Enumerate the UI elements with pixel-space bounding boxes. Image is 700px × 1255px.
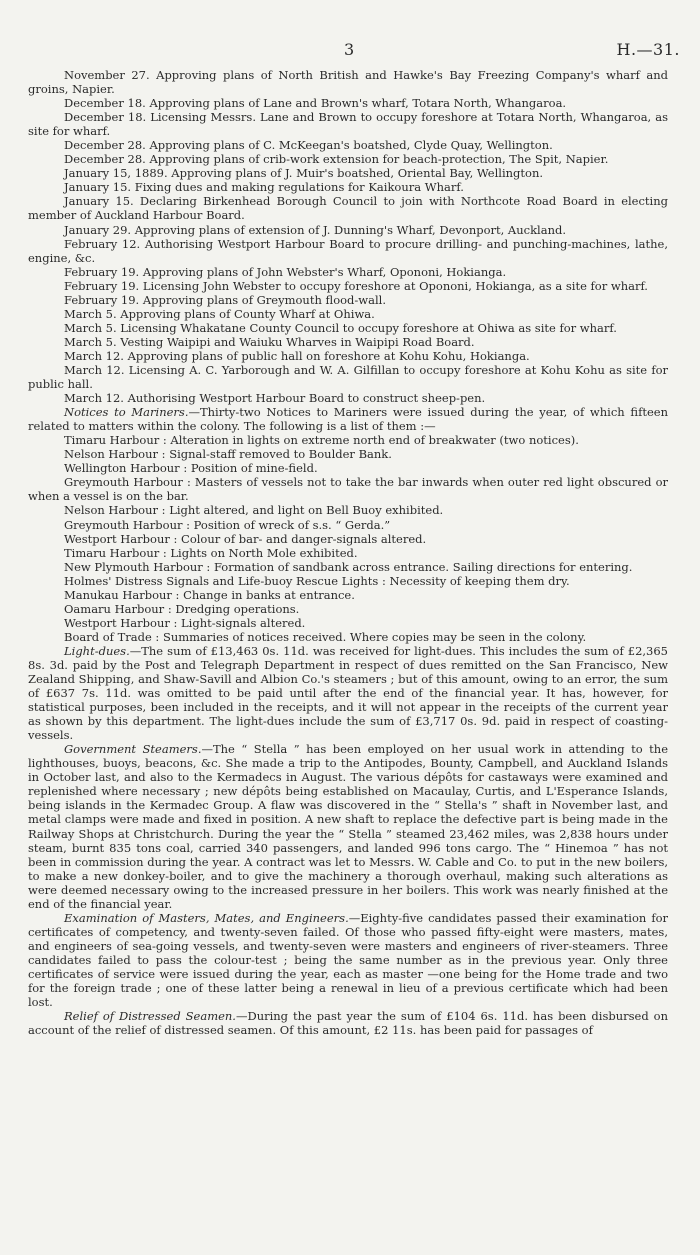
paragraph: [28, 138, 668, 152]
paragraph: [28, 911, 668, 1009]
paragraph: [28, 391, 668, 405]
paragraph-text: March 12. Licensing A. C. Yarborough and W. A. Gilfillan to occupy foreshore at Kohu Kohu as site for public hall.: [28, 362, 668, 392]
paragraph-text: Board of Trade : Summaries of notices received. Where copies may be seen in the colony.: [64, 629, 587, 644]
paragraph-text: January 15. Declaring Birkenhead Borough Council to join with Northcote Road Board in electing member of Auckland Harbour Board.: [28, 194, 668, 223]
paragraph-text: Nelson Harbour : Signal-staff removed to Boulder Bank.: [64, 447, 392, 462]
paragraph: [28, 335, 668, 349]
paragraph-text: February 12. Authorising Westport Harbour Board to procure drilling- and punching-machines, lathe, engine, &c.: [28, 236, 668, 265]
paragraph: [28, 223, 668, 237]
paragraph: [28, 293, 668, 307]
paragraph-text: Manukau Harbour : Change in banks at entrance.: [64, 587, 355, 602]
paragraph-text: January 29. Approving plans of extension of J. Dunning's Wharf, Devonport, Auckland.: [64, 222, 567, 237]
paragraph-text: Wellington Harbour : Position of mine-field.: [64, 461, 318, 476]
paragraph: [28, 630, 668, 644]
paragraph-text: February 19. Licensing John Webster to occupy foreshore at Opononi, Hokianga, as a site for wharf.: [64, 278, 648, 293]
paragraph: [28, 503, 668, 517]
paragraph: [28, 518, 668, 532]
paragraph: [28, 194, 668, 222]
paragraph-text: —Eighty-five candidates passed their examination for certificates of competency, and twenty-seven failed. Of those who passed fifty-eight were masters, mates, and engineers of sea-going vessels, and twenty-seven were masters and engineers of river-steamers. Three candidates failed to pass the colour-test ; being the same number as in the previous year. Only three certificates of service were issued during the year, each as master —one being for the Home trade and two for the foreign trade ; one of these latter being a renewal in lieu of a previous certificate which had been lost.: [28, 910, 668, 1010]
paragraph-text: March 12. Approving plans of public hall on foreshore at Kohu Kohu, Hokianga.: [64, 348, 530, 363]
document-reference: H.—31.: [616, 40, 680, 59]
paragraph-text: March 5. Licensing Whakatane County Council to occupy foreshore at Ohiwa as site for wharf.: [64, 320, 617, 335]
page-header: [0, 40, 700, 64]
paragraph: [28, 461, 668, 475]
paragraph: [28, 321, 668, 335]
paragraph: [28, 532, 668, 546]
page-number: 3: [344, 40, 355, 59]
paragraph: [28, 546, 668, 560]
paragraph-text: November 27. Approving plans of North British and Hawke's Bay Freezing Company's wharf and groins, Napier.: [28, 68, 668, 97]
paragraph: [28, 363, 668, 391]
paragraph: [28, 237, 668, 265]
paragraph: [28, 742, 668, 911]
paragraph-text: —The sum of £13,463 0s. 11d. was received for light-dues. This includes the sum of £2,365 8s. 3d. paid by the Post and Telegraph Department in respect of dues remitted on the San Francisco, New Zealand Shipping, and Shaw-Savill and Albion Co.'s steamers ; but of this amount, owing to an error, the sum of £637 7s. 11d. was omitted to be paid until after the end of the financial year. It has, however, for statistical purposes, been included in the receipts, and it will not appear in the receipts of the current year as shown by this department. The light-dues include the sum of £3,717 0s. 9d. paid in respect of coasting-vessels.: [28, 643, 668, 743]
paragraph-text: February 19. Approving plans of John Webster's Wharf, Opononi, Hokianga.: [64, 264, 507, 279]
paragraph-text: Nelson Harbour : Light altered, and light on Bell Buoy exhibited.: [64, 503, 444, 518]
paragraph: [28, 588, 668, 602]
section-heading: Government Steamers.: [64, 742, 202, 757]
paragraph: [28, 616, 668, 630]
paragraph-text: February 19. Approving plans of Greymouth flood-wall.: [64, 292, 386, 307]
paragraph-text: March 5. Vesting Waipipi and Waiuku Wharves in Waipipi Road Board.: [64, 334, 475, 349]
paragraph-text: December 28. Approving plans of crib-work extension for beach-protection, The Spit, Napier.: [64, 152, 609, 167]
paragraph-text: Timaru Harbour : Lights on North Mole exhibited.: [64, 545, 358, 560]
section-heading: Light-dues.: [64, 643, 130, 658]
paragraph: [28, 1009, 668, 1037]
paragraph: [28, 96, 668, 110]
paragraph: [28, 68, 668, 96]
paragraph-text: March 5. Approving plans of County Wharf at Ohiwa.: [64, 306, 375, 321]
section-heading: Relief of Distressed Seamen.: [64, 1009, 236, 1024]
paragraph: [28, 447, 668, 461]
paragraph: [28, 644, 668, 742]
paragraph: [28, 475, 668, 503]
paragraph-text: —During the past year the sum of £104 6s. 11d. has been disbursed on account of the relief of distressed seamen. Of this amount, £2 11s. has been paid for passages of: [28, 1009, 668, 1038]
section-heading: Notices to Mariners.: [64, 405, 189, 420]
page-body: [28, 68, 668, 1037]
paragraph: [28, 279, 668, 293]
paragraph-text: March 12. Authorising Westport Harbour Board to construct sheep-pen.: [64, 391, 486, 406]
paragraph-text: New Plymouth Harbour : Formation of sandbank across entrance. Sailing directions for entering.: [64, 559, 633, 574]
paragraph-text: January 15, 1889. Approving plans of J. Muir's boatshed, Oriental Bay, Wellington.: [64, 166, 544, 181]
paragraph: [28, 307, 668, 321]
paragraph: [28, 180, 668, 194]
paragraph: [28, 433, 668, 447]
paragraph-text: Westport Harbour : Light-signals altered.: [64, 615, 306, 630]
paragraph: [28, 574, 668, 588]
paragraph: [28, 602, 668, 616]
paragraph-text: —Thirty-two Notices to Mariners were issued during the year, of which fifteen related to matters within the colony. The following is a list of them :—: [28, 405, 668, 434]
paragraph-text: Greymouth Harbour : Position of wreck of s.s. “ Gerda.”: [64, 517, 391, 532]
paragraph-text: Holmes' Distress Signals and Life-buoy Rescue Lights : Necessity of keeping them dry.: [64, 573, 570, 588]
paragraph: [28, 166, 668, 180]
paragraph: [28, 265, 668, 279]
paragraph: [28, 560, 668, 574]
paragraph: [28, 152, 668, 166]
paragraph-text: Oamaru Harbour : Dredging operations.: [64, 601, 300, 616]
paragraph-text: December 18. Approving plans of Lane and Brown's wharf, Totara North, Whangaroa.: [64, 96, 567, 111]
paragraph-text: Timaru Harbour : Alteration in lights on extreme north end of breakwater (two notices).: [64, 433, 579, 448]
paragraph: [28, 349, 668, 363]
paragraph-text: Greymouth Harbour : Masters of vessels not to take the bar inwards when outer red light obscured or when a vessel is on the bar.: [28, 475, 668, 504]
paragraph-text: December 18. Licensing Messrs. Lane and Brown to occupy foreshore at Totara North, Whangaroa, as site for wharf.: [28, 110, 668, 139]
paragraph-text: December 28. Approving plans of C. McKeegan's boatshed, Clyde Quay, Wellington.: [64, 138, 553, 153]
section-heading: Examination of Masters, Mates, and Engineers.: [64, 910, 349, 925]
paragraph-text: Westport Harbour : Colour of bar- and danger-signals altered.: [64, 531, 427, 546]
paragraph-text: —The “ Stella ” has been employed on her usual work in attending to the lighthouses, buoys, beacons, &c. She made a trip to the Antipodes, Bounty, Campbell, and Auckland Islands in October last, and also to the Kermadecs in August. The various dépôts for castaways were examined and replenished where necessary ; new dépôts being established on Macaulay, Curtis, and L'Esperance Islands, being islands in the Kermadec Group. A flaw was discovered in the “ Stella's ” shaft in November last, and metal clamps were made and fixed in position. A new shaft to replace the defective part is being made in the Railway Shops at Christchurch. During the year the “ Stella ” steamed 23,462 miles, was 2,838 hours under steam, burnt 835 tons coal, carried 340 passengers, and landed 996 tons cargo. The “ Hinemoa ” has not been in commission during the year. A contract was let to Messrs. W. Cable and Co. to put in the new boilers, to make a new donkey-boiler, and to give the machinery a thorough overhaul, making such alterations as were deemed necessary owing to the increased pressure in her boilers. This work was nearly finished at the end of the financial year.: [28, 742, 668, 911]
paragraph-text: January 15. Fixing dues and making regulations for Kaikoura Wharf.: [64, 180, 464, 195]
paragraph: [28, 110, 668, 138]
paragraph: [28, 405, 668, 433]
